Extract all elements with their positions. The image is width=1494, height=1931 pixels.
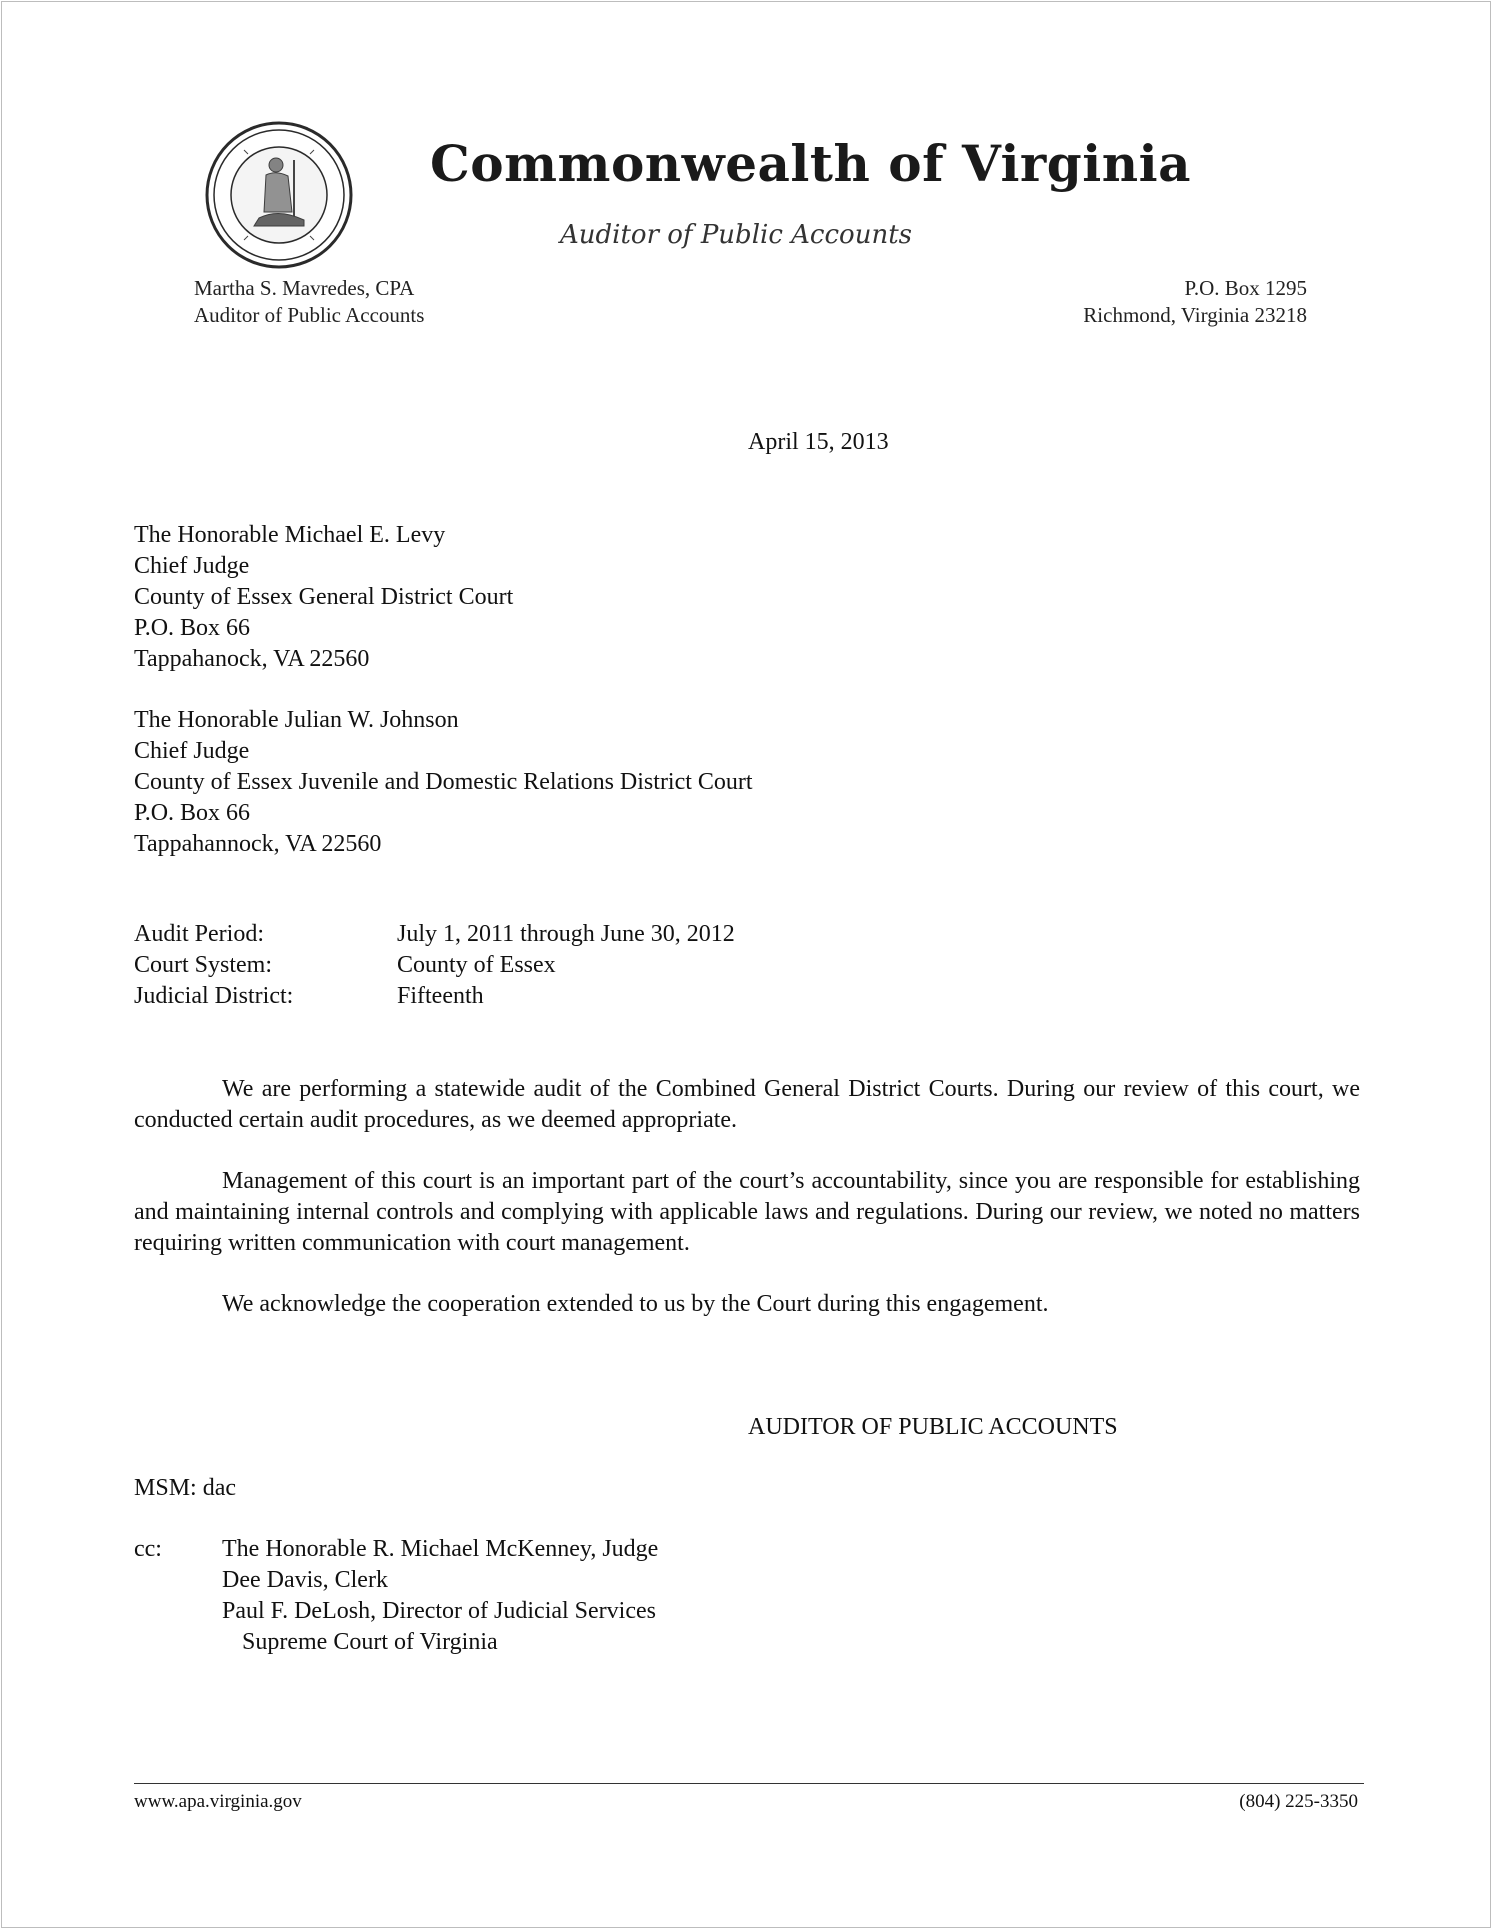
recipient-title: Chief Judge <box>134 553 250 579</box>
recipient-city: Tappahannock, VA 22560 <box>134 831 382 857</box>
recipient-address-2 <box>134 705 753 860</box>
signoff: AUDITOR OF PUBLIC ACCOUNTS <box>748 1414 1118 1440</box>
letterhead-sender <box>194 275 424 329</box>
judicial-district-row <box>134 981 834 1012</box>
footer-phone: (804) 225-3350 <box>1239 1791 1358 1812</box>
recipient-court: County of Essex General District Court <box>134 584 514 610</box>
court-system-label: Court System: <box>134 952 273 978</box>
audit-info-block <box>134 919 834 1012</box>
letterhead-title: Commonwealth of Virginia <box>430 134 1191 193</box>
body-paragraph-3: We acknowledge the cooperation extended to us by the Court during this engagement. <box>222 1291 1049 1317</box>
body-paragraph-2: Management of this court is an important part of the court’s accountability, since you are responsible for establishing and maintaining internal controls and complying with applicable laws and regulations. During our review, we noted no matters requiring written communication with court management. <box>134 1168 1360 1256</box>
recipient-court: County of Essex Juvenile and Domestic Relations District Court <box>134 769 753 795</box>
judicial-district-label: Judicial District: <box>134 983 294 1009</box>
recipient-name: The Honorable Julian W. Johnson <box>134 707 459 733</box>
audit-period-value: July 1, 2011 through June 30, 2012 <box>397 921 735 947</box>
virginia-seal-icon <box>204 120 354 270</box>
cc-label: cc: <box>134 1536 162 1562</box>
audit-period-row <box>134 919 834 950</box>
cc-item: Supreme Court of Virginia <box>242 1629 498 1655</box>
recipient-city: Tappahanock, VA 22560 <box>134 646 370 672</box>
sender-title: Auditor of Public Accounts <box>194 303 425 327</box>
cc-item: Paul F. DeLosh, Director of Judicial Services <box>222 1598 656 1624</box>
court-system-row <box>134 950 834 981</box>
judicial-district-value: Fifteenth <box>397 983 484 1009</box>
sender-city: Richmond, Virginia 23218 <box>1083 303 1307 327</box>
recipient-name: The Honorable Michael E. Levy <box>134 522 446 548</box>
cc-item: Dee Davis, Clerk <box>222 1567 388 1593</box>
cc-item: The Honorable R. Michael McKenney, Judge <box>222 1536 659 1562</box>
footer-divider <box>134 1783 1364 1784</box>
body-paragraph-1: We are performing a statewide audit of the Combined General District Courts. During our review of this court, we conducted certain audit procedures, as we deemed appropriate. <box>134 1076 1360 1133</box>
cc-list <box>222 1534 658 1658</box>
court-system-value: County of Essex <box>397 952 556 978</box>
recipient-address-1 <box>134 520 513 675</box>
sender-name: Martha S. Mavredes, CPA <box>194 276 415 300</box>
letterhead-address <box>1083 275 1307 329</box>
footer-website-link[interactable]: www.apa.virginia.gov <box>134 1791 302 1812</box>
sender-po-box: P.O. Box 1295 <box>1184 276 1307 300</box>
audit-period-label: Audit Period: <box>134 921 264 947</box>
letterhead-subtitle: Auditor of Public Accounts <box>560 220 912 250</box>
recipient-box: P.O. Box 66 <box>134 800 251 826</box>
recipient-title: Chief Judge <box>134 738 250 764</box>
recipient-box: P.O. Box 66 <box>134 615 251 641</box>
typist-initials: MSM: dac <box>134 1475 236 1501</box>
letter-date: April 15, 2013 <box>748 429 889 455</box>
